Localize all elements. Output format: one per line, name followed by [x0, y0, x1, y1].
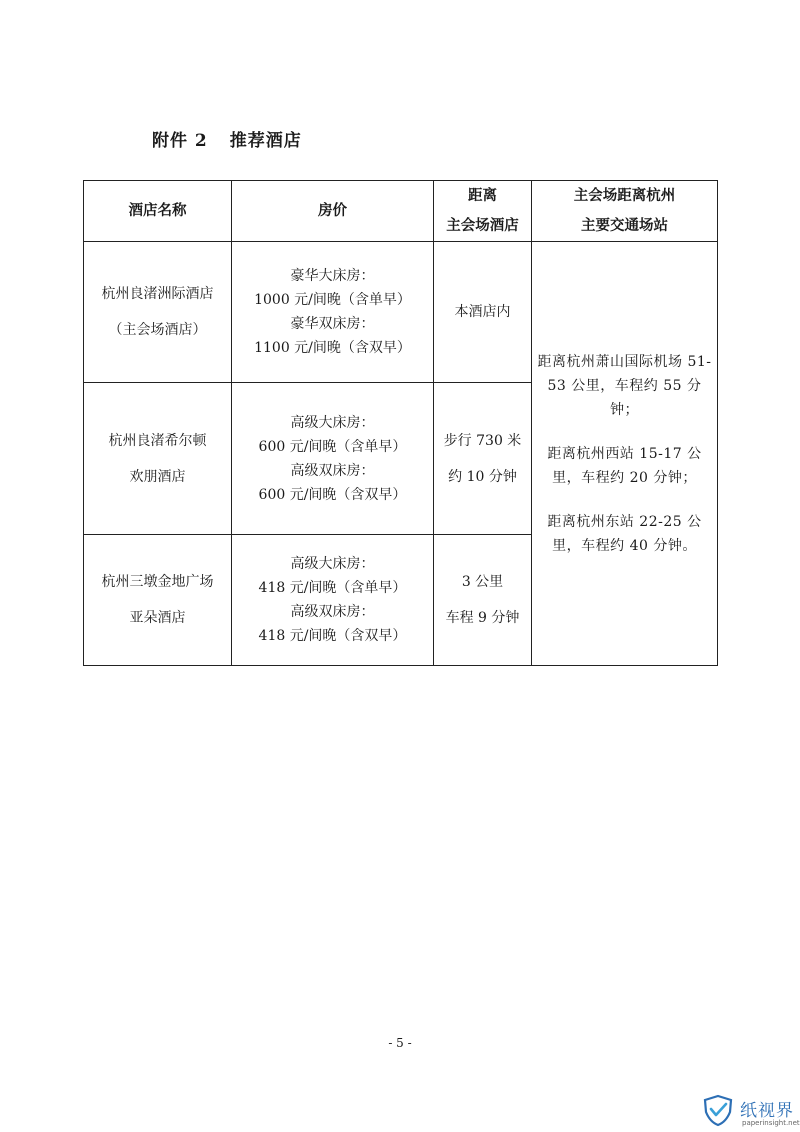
price-cell: 豪华大床房： 1000 元/间晚（含单早） 豪华双床房： 1100 元/间晚（含双早）	[232, 242, 434, 383]
watermark-brand: 纸视界	[740, 1101, 794, 1121]
hotel-name-cell: 杭州三墩金地广场 亚朵酒店	[84, 535, 232, 666]
price-cell: 高级大床房： 600 元/间晚（含单早） 高级双床房： 600 元/间晚（含双早）	[232, 383, 434, 535]
title-prefix: 附件 2	[152, 131, 208, 151]
hotel-name-cell: 杭州良渚洲际酒店 （主会场酒店）	[84, 242, 232, 383]
page-number: - 5 -	[388, 1036, 412, 1050]
hotel-name-cell: 杭州良渚希尔顿 欢朋酒店	[84, 383, 232, 535]
hotel-table	[83, 180, 718, 666]
distance-cell: 本酒店内	[434, 242, 532, 383]
header-transport: 主会场距离杭州 主要交通场站	[532, 181, 718, 242]
table-row	[84, 242, 718, 383]
table-header-row	[84, 181, 718, 242]
header-distance: 距离 主会场酒店	[434, 181, 532, 242]
title-main: 推荐酒店	[229, 131, 302, 151]
header-price: 房价	[232, 181, 434, 242]
price-cell: 高级大床房： 418 元/间晚（含单早） 高级双床房： 418 元/间晚（含双早）	[232, 535, 434, 666]
transport-cell	[532, 242, 718, 666]
paperinsight-logo-icon	[700, 1092, 736, 1128]
transport-airport: 距离杭州萧山国际机场 51-53 公里，车程约 55 分钟；	[537, 353, 712, 418]
transport-west-station: 距离杭州西站 15-17 公里，车程约 20 分钟；	[547, 445, 702, 486]
header-hotel-name: 酒店名称	[84, 181, 232, 242]
watermark-url: paperinsight.net	[742, 1119, 800, 1127]
page-title	[152, 126, 302, 151]
transport-east-station: 距离杭州东站 22-25 公里，车程约 40 分钟。	[547, 513, 702, 554]
distance-cell: 3 公里 车程 9 分钟	[434, 535, 532, 666]
watermark	[700, 1092, 800, 1132]
distance-cell: 步行 730 米 约 10 分钟	[434, 383, 532, 535]
